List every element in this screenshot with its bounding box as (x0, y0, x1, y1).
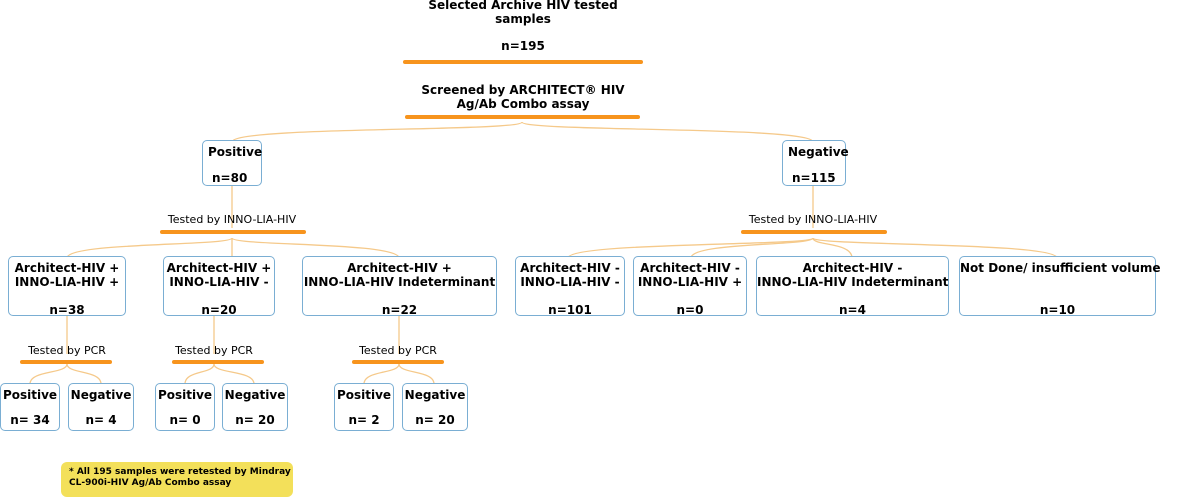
pcr-positive-count: n= 34 (10, 413, 50, 427)
pcr-positive-label: Positive (157, 388, 213, 402)
root-node (398, 0, 648, 53)
connector (232, 238, 399, 258)
negative-box (782, 140, 849, 186)
branch-not-done (959, 256, 1161, 317)
branch-count: n=22 (381, 303, 418, 317)
branch-count: n=101 (548, 303, 592, 317)
pcr-test-bar-1 (20, 360, 112, 364)
branch-pos-lia-neg (163, 256, 275, 316)
pcr-positive-label: Positive (336, 388, 392, 402)
pcr-negative-count: n= 4 (85, 413, 117, 427)
connector (568, 238, 813, 258)
pcr-negative-label: Negative (404, 388, 466, 402)
branch-line1: Architect-HIV - (520, 261, 620, 275)
lia-test-negative-label: Tested by INNO-LIA-HIV (748, 213, 878, 226)
pcr-1-positive-box (0, 383, 60, 431)
pcr-test-label: Tested by PCR (175, 344, 253, 357)
pcr-positive-count: n= 2 (348, 413, 380, 427)
branch-count: n=0 (676, 303, 704, 317)
pcr-negative-label: Negative (224, 388, 286, 402)
branch-line1: Architect-HIV - (640, 261, 740, 275)
branch-count: n=10 (1039, 303, 1076, 317)
positive-count: n=80 (212, 171, 248, 185)
pcr-negative-count: n= 20 (235, 413, 275, 427)
footnote (61, 462, 293, 497)
branch-neg-lia-indeterminant (756, 256, 949, 316)
connector (67, 238, 232, 258)
pcr-positive-label: Positive (2, 388, 58, 402)
connector (399, 364, 434, 384)
branch-line2 (960, 275, 1155, 289)
connector (232, 122, 522, 142)
positive-box (202, 140, 262, 186)
branch-line1: Not Done/ insufficient volume (960, 261, 1161, 275)
pcr-negative-count: n= 20 (415, 413, 455, 427)
footnote-line2: CL-900i-HIV Ag/Ab Combo assay (69, 478, 232, 488)
pcr-test-bar-3 (352, 360, 444, 364)
lia-test-positive-bar (160, 230, 306, 234)
pcr-1-negative-box (68, 383, 134, 431)
branch-line2: INNO-LIA-HIV - (169, 275, 269, 289)
root-title-line2: samples (495, 12, 551, 26)
branch-line2: INNO-LIA-HIV - (520, 275, 620, 289)
lia-test-negative (733, 213, 893, 226)
branch-pos-lia-indeterminant (302, 256, 497, 316)
branch-count: n=38 (49, 303, 85, 317)
pcr-test-bar-2 (172, 360, 264, 364)
branch-pos-lia-pos (8, 256, 126, 316)
root-title-line1: Selected Archive HIV tested (428, 0, 618, 12)
connector (364, 364, 399, 384)
positive-label: Positive (208, 145, 263, 159)
connector (67, 364, 101, 384)
pcr-positive-count: n= 0 (169, 413, 201, 427)
root-count: n=195 (501, 39, 545, 53)
branch-line1: Architect-HIV + (14, 261, 120, 275)
negative-count: n=115 (792, 171, 836, 185)
branch-line2: INNO-LIA-HIV Indeterminant (303, 275, 496, 289)
branch-neg-lia-pos (633, 256, 747, 316)
screening-bar (405, 115, 640, 119)
branch-count: n=20 (201, 303, 237, 317)
root-bar (403, 60, 643, 64)
connector (522, 122, 813, 142)
pcr-test-1 (17, 344, 117, 357)
branch-line1: Architect-HIV - (802, 261, 903, 275)
pcr-2-positive-box (155, 383, 215, 431)
branch-line2: INNO-LIA-HIV + (14, 275, 120, 289)
pcr-test-3 (348, 344, 448, 357)
negative-label: Negative (788, 145, 849, 159)
screening-line1: Screened by ARCHITECT® HIV (421, 83, 625, 97)
lia-test-positive (152, 213, 312, 226)
pcr-3-negative-box (402, 383, 468, 431)
branch-neg-lia-neg (515, 256, 625, 316)
pcr-negative-label: Negative (70, 388, 132, 402)
footnote-line1: * All 195 samples were retested by Mindray (69, 467, 291, 477)
lia-test-negative-bar (741, 230, 887, 234)
connector (30, 364, 67, 384)
connector (214, 364, 254, 384)
screening-node (398, 83, 648, 111)
pcr-test-label: Tested by PCR (359, 344, 437, 357)
pcr-2-negative-box (222, 383, 288, 431)
pcr-test-label: Tested by PCR (28, 344, 106, 357)
screening-line2: Ag/Ab Combo assay (456, 97, 590, 111)
branch-count: n=4 (839, 303, 866, 317)
pcr-3-positive-box (334, 383, 394, 431)
lia-test-positive-label: Tested by INNO-LIA-HIV (167, 213, 297, 226)
branch-line1: Architect-HIV + (347, 261, 452, 275)
branch-line2: INNO-LIA-HIV Indeterminant (757, 275, 949, 289)
branch-line1: Architect-HIV + (166, 261, 272, 275)
connector (185, 364, 214, 384)
connector (813, 238, 1057, 258)
pcr-test-2 (164, 344, 264, 357)
branch-line2: INNO-LIA-HIV + (637, 275, 743, 289)
